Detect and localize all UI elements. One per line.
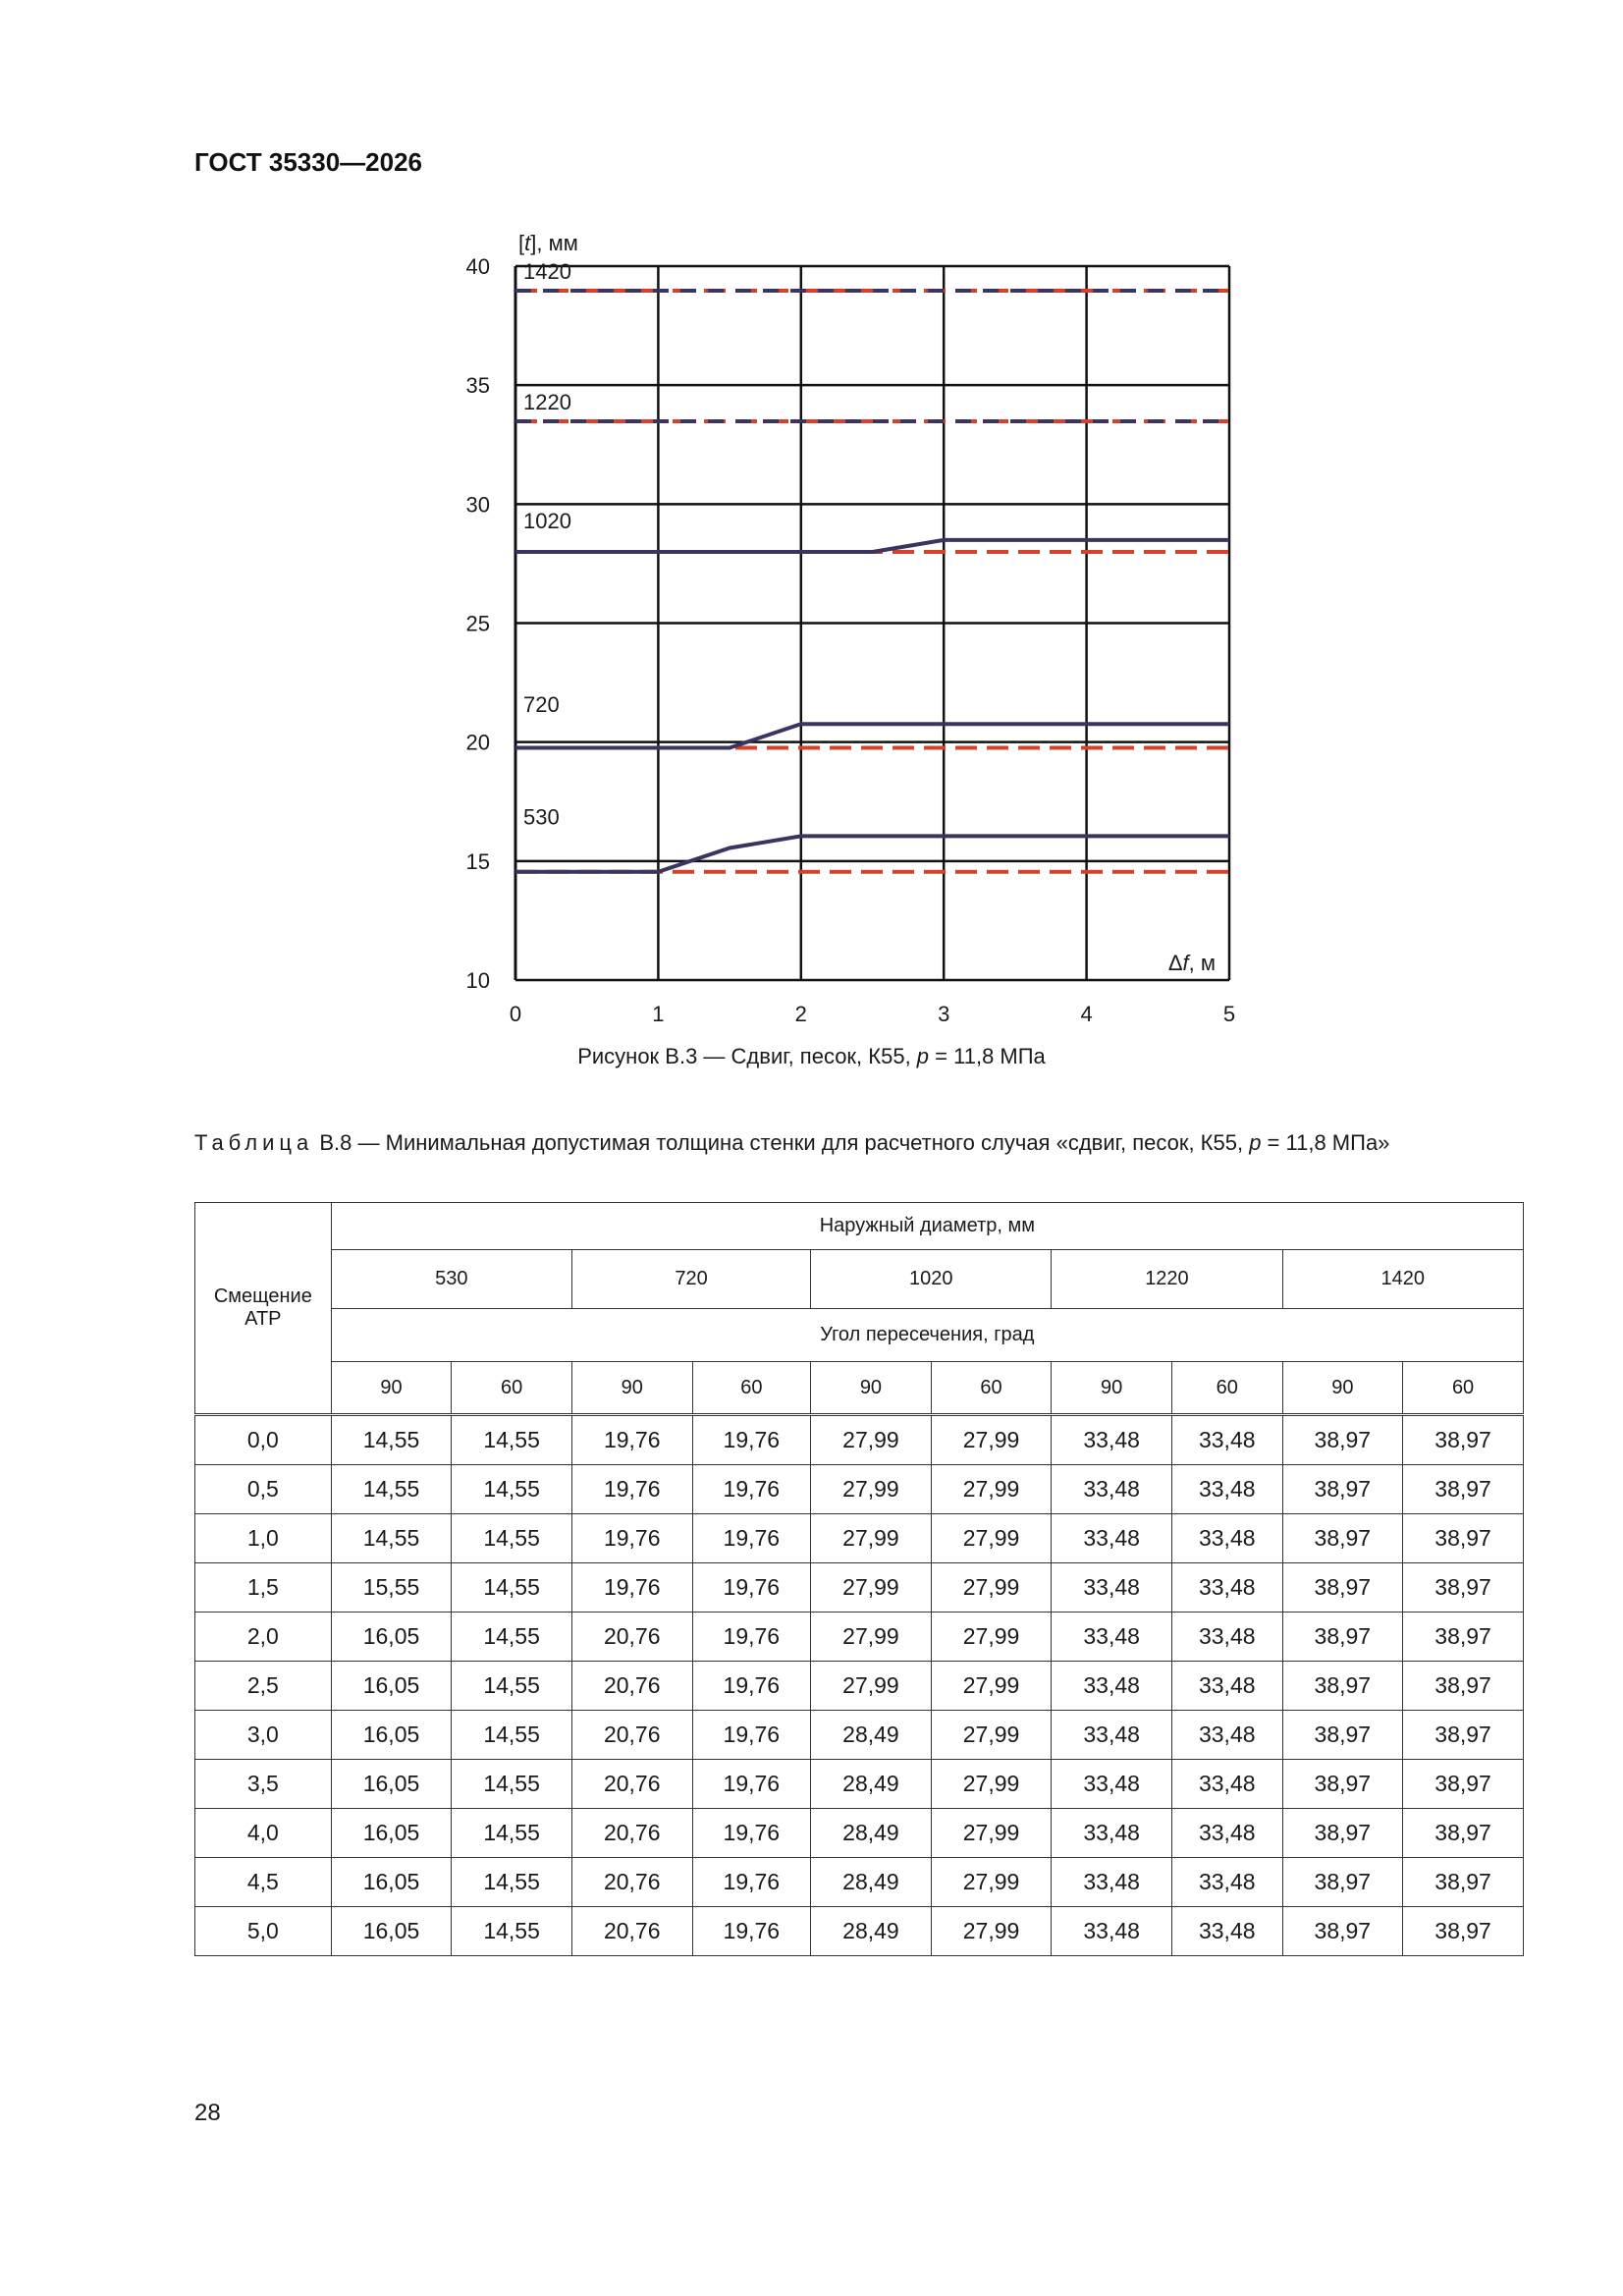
angle-value: 60	[692, 1362, 811, 1415]
thickness-cell: 19,76	[571, 1465, 692, 1514]
thickness-cell: 38,97	[1403, 1415, 1524, 1465]
thickness-cell: 38,97	[1282, 1465, 1403, 1514]
thickness-cell: 27,99	[931, 1858, 1052, 1907]
x-tick-label: 0	[509, 1002, 522, 1026]
thickness-cell: 16,05	[331, 1809, 452, 1858]
offset-cell: 1,5	[195, 1563, 332, 1613]
table-row	[195, 1907, 1524, 1956]
thickness-cell: 19,76	[692, 1711, 811, 1760]
y-tick-label: 15	[465, 848, 490, 874]
thickness-cell: 19,76	[692, 1563, 811, 1613]
thickness-chart	[0, 0, 1623, 1061]
offset-cell: 3,0	[195, 1711, 332, 1760]
series-label: 720	[523, 692, 560, 718]
thickness-cell: 38,97	[1282, 1662, 1403, 1711]
figure-caption-var: p	[916, 1044, 930, 1068]
thickness-cell: 20,76	[571, 1760, 692, 1809]
thickness-cell: 33,48	[1052, 1465, 1172, 1514]
thickness-cell: 33,48	[1052, 1760, 1172, 1809]
y-tick-label: 30	[465, 492, 490, 518]
offset-cell: 0,5	[195, 1465, 332, 1514]
thickness-cell: 27,99	[931, 1662, 1052, 1711]
thickness-cell: 14,55	[331, 1514, 452, 1563]
thickness-cell: 38,97	[1403, 1907, 1524, 1956]
offset-cell: 2,5	[195, 1662, 332, 1711]
thickness-cell: 19,76	[571, 1514, 692, 1563]
thickness-cell: 33,48	[1171, 1858, 1282, 1907]
offset-cell: 2,0	[195, 1613, 332, 1662]
thickness-cell: 14,55	[452, 1809, 572, 1858]
diameter-header: 530	[331, 1250, 571, 1309]
thickness-cell: 38,97	[1282, 1809, 1403, 1858]
angle-value: 90	[571, 1362, 692, 1415]
thickness-cell: 19,76	[692, 1514, 811, 1563]
diameter-header: 720	[571, 1250, 810, 1309]
thickness-cell: 27,99	[811, 1662, 932, 1711]
table-row	[195, 1465, 1524, 1514]
thickness-cell: 27,99	[931, 1465, 1052, 1514]
thickness-cell: 20,76	[571, 1858, 692, 1907]
thickness-cell: 38,97	[1282, 1711, 1403, 1760]
thickness-cell: 33,48	[1171, 1613, 1282, 1662]
thickness-cell: 20,76	[571, 1613, 692, 1662]
thickness-cell: 38,97	[1403, 1514, 1524, 1563]
thickness-cell: 38,97	[1403, 1662, 1524, 1711]
angle-value: 60	[931, 1362, 1052, 1415]
thickness-cell: 33,48	[1171, 1415, 1282, 1465]
thickness-cell: 19,76	[571, 1563, 692, 1613]
table-caption-var: p	[1249, 1130, 1262, 1155]
x-axis-label: Δf, м	[1167, 951, 1216, 975]
thickness-cell: 19,76	[692, 1809, 811, 1858]
y-tick-label: 35	[465, 373, 490, 399]
table-caption-suffix: = 11,8 МПа»	[1261, 1130, 1390, 1155]
thickness-cell: 33,48	[1171, 1662, 1282, 1711]
thickness-cell: 33,48	[1171, 1514, 1282, 1563]
thickness-cell: 33,48	[1171, 1465, 1282, 1514]
x-tick-label: 4	[1080, 1002, 1093, 1026]
thickness-cell: 38,97	[1403, 1465, 1524, 1514]
thickness-cell: 33,48	[1052, 1514, 1172, 1563]
angle-value: 60	[452, 1362, 572, 1415]
diameter-header: 1420	[1282, 1250, 1523, 1309]
table-caption	[194, 1129, 1522, 1157]
thickness-cell: 20,76	[571, 1711, 692, 1760]
y-tick-label: 20	[465, 730, 490, 755]
thickness-cell: 38,97	[1282, 1858, 1403, 1907]
thickness-cell: 14,55	[452, 1563, 572, 1613]
table-caption-text: В.8 — Минимальная допустимая толщина стенки для расчетного случая «сдвиг, песок, К55,	[313, 1130, 1250, 1155]
thickness-cell: 27,99	[931, 1711, 1052, 1760]
offset-cell: 1,0	[195, 1514, 332, 1563]
thickness-cell: 19,76	[692, 1465, 811, 1514]
thickness-cell: 14,55	[331, 1465, 452, 1514]
angle-value: 90	[1282, 1362, 1403, 1415]
x-tick-label: 2	[794, 1002, 807, 1026]
thickness-cell: 16,05	[331, 1907, 452, 1956]
document-header: ГОСТ 35330—2026	[194, 147, 422, 177]
offset-cell: 4,5	[195, 1858, 332, 1907]
thickness-cell: 38,97	[1282, 1613, 1403, 1662]
thickness-cell: 14,55	[452, 1662, 572, 1711]
thickness-cell: 19,76	[692, 1662, 811, 1711]
thickness-cell: 28,49	[811, 1907, 932, 1956]
thickness-cell: 38,97	[1282, 1415, 1403, 1465]
thickness-cell: 14,55	[452, 1907, 572, 1956]
thickness-cell: 19,76	[571, 1415, 692, 1465]
y-tick-label: 40	[465, 254, 490, 279]
diameter-header: 1220	[1052, 1250, 1282, 1309]
thickness-cell: 38,97	[1282, 1514, 1403, 1563]
thickness-cell: 20,76	[571, 1907, 692, 1956]
thickness-cell: 16,05	[331, 1711, 452, 1760]
table-row	[195, 1760, 1524, 1809]
offset-cell: 0,0	[195, 1415, 332, 1465]
thickness-cell: 33,48	[1171, 1563, 1282, 1613]
table-row	[195, 1415, 1524, 1465]
thickness-cell: 33,48	[1052, 1711, 1172, 1760]
table-row	[195, 1514, 1524, 1563]
thickness-cell: 27,99	[931, 1809, 1052, 1858]
thickness-cell: 38,97	[1403, 1760, 1524, 1809]
thickness-cell: 27,99	[811, 1613, 932, 1662]
thickness-table	[194, 1202, 1524, 1956]
thickness-cell: 14,55	[452, 1613, 572, 1662]
thickness-cell: 33,48	[1052, 1613, 1172, 1662]
y-tick-label: 25	[465, 611, 490, 636]
thickness-cell: 33,48	[1052, 1907, 1172, 1956]
diameter-header: 1020	[811, 1250, 1052, 1309]
y-tick-label: 10	[465, 968, 490, 993]
thickness-cell: 38,97	[1403, 1809, 1524, 1858]
thickness-cell: 27,99	[811, 1514, 932, 1563]
thickness-cell: 20,76	[571, 1809, 692, 1858]
series-label: 1020	[523, 508, 571, 533]
thickness-cell: 33,48	[1052, 1662, 1172, 1711]
thickness-cell: 38,97	[1282, 1907, 1403, 1956]
angle-value: 60	[1403, 1362, 1524, 1415]
series-label: 1220	[523, 390, 571, 415]
thickness-cell: 14,55	[452, 1465, 572, 1514]
thickness-cell: 14,55	[452, 1858, 572, 1907]
thickness-cell: 27,99	[811, 1563, 932, 1613]
offset-cell: 3,5	[195, 1760, 332, 1809]
thickness-cell: 33,48	[1171, 1711, 1282, 1760]
thickness-cell: 19,76	[692, 1613, 811, 1662]
thickness-cell: 19,76	[692, 1415, 811, 1465]
page-number: 28	[194, 2100, 221, 2126]
angle-value: 90	[1052, 1362, 1172, 1415]
x-tick-label: 3	[938, 1002, 950, 1026]
thickness-cell: 27,99	[931, 1563, 1052, 1613]
thickness-cell: 19,76	[692, 1760, 811, 1809]
thickness-cell: 38,97	[1282, 1760, 1403, 1809]
x-tick-label: 1	[652, 1002, 665, 1026]
thickness-cell: 14,55	[452, 1711, 572, 1760]
thickness-cell: 28,49	[811, 1760, 932, 1809]
table-row	[195, 1711, 1524, 1760]
thickness-cell: 33,48	[1171, 1760, 1282, 1809]
thickness-cell: 16,05	[331, 1613, 452, 1662]
thickness-cell: 33,48	[1052, 1563, 1172, 1613]
figure-caption-prefix: Рисунок В.3 — Сдвиг, песок, К55,	[577, 1044, 917, 1068]
table-row	[195, 1662, 1524, 1711]
thickness-cell: 27,99	[931, 1514, 1052, 1563]
offset-cell: 4,0	[195, 1809, 332, 1858]
thickness-cell: 15,55	[331, 1563, 452, 1613]
thickness-cell: 38,97	[1403, 1858, 1524, 1907]
thickness-cell: 38,97	[1282, 1563, 1403, 1613]
series-solid-line	[515, 836, 1229, 871]
thickness-cell: 33,48	[1171, 1907, 1282, 1956]
thickness-cell: 16,05	[331, 1760, 452, 1809]
table-caption-label: Таблица	[194, 1130, 314, 1155]
thickness-cell: 33,48	[1052, 1809, 1172, 1858]
angle-value: 90	[331, 1362, 452, 1415]
thickness-cell: 20,76	[571, 1662, 692, 1711]
thickness-cell: 38,97	[1403, 1563, 1524, 1613]
figure-caption-suffix: = 11,8 МПа	[929, 1044, 1046, 1068]
thickness-cell: 28,49	[811, 1711, 932, 1760]
table-row	[195, 1858, 1524, 1907]
thickness-cell: 19,76	[692, 1858, 811, 1907]
thickness-cell: 33,48	[1052, 1415, 1172, 1465]
outer-diameter-header: Наружный диаметр, мм	[331, 1203, 1523, 1250]
thickness-cell: 33,48	[1171, 1809, 1282, 1858]
thickness-cell: 16,05	[331, 1858, 452, 1907]
series-label: 530	[523, 804, 560, 830]
thickness-cell: 38,97	[1403, 1711, 1524, 1760]
table-row	[195, 1563, 1524, 1613]
offset-cell: 5,0	[195, 1907, 332, 1956]
table-row	[195, 1809, 1524, 1858]
thickness-cell: 14,55	[452, 1760, 572, 1809]
thickness-cell: 27,99	[931, 1760, 1052, 1809]
stub-header: Смещение АТР	[195, 1203, 332, 1415]
figure-caption	[0, 1044, 1623, 1069]
y-axis-label: [t], мм	[518, 231, 578, 255]
thickness-cell: 27,99	[931, 1613, 1052, 1662]
thickness-cell: 38,97	[1403, 1613, 1524, 1662]
thickness-cell: 27,99	[811, 1415, 932, 1465]
thickness-cell: 28,49	[811, 1858, 932, 1907]
thickness-cell: 27,99	[811, 1465, 932, 1514]
table-row	[195, 1613, 1524, 1662]
thickness-cell: 27,99	[931, 1415, 1052, 1465]
x-tick-label: 5	[1222, 1002, 1236, 1026]
thickness-cell: 27,99	[931, 1907, 1052, 1956]
thickness-cell: 16,05	[331, 1662, 452, 1711]
thickness-cell: 14,55	[331, 1415, 452, 1465]
thickness-cell: 19,76	[692, 1907, 811, 1956]
series-solid-line	[515, 724, 1229, 747]
series-label: 1420	[523, 258, 571, 284]
thickness-cell: 33,48	[1052, 1858, 1172, 1907]
angle-value: 60	[1171, 1362, 1282, 1415]
angle-value: 90	[811, 1362, 932, 1415]
thickness-cell: 14,55	[452, 1514, 572, 1563]
angle-header: Угол пересечения, град	[331, 1309, 1523, 1362]
thickness-cell: 28,49	[811, 1809, 932, 1858]
thickness-cell: 14,55	[452, 1415, 572, 1465]
